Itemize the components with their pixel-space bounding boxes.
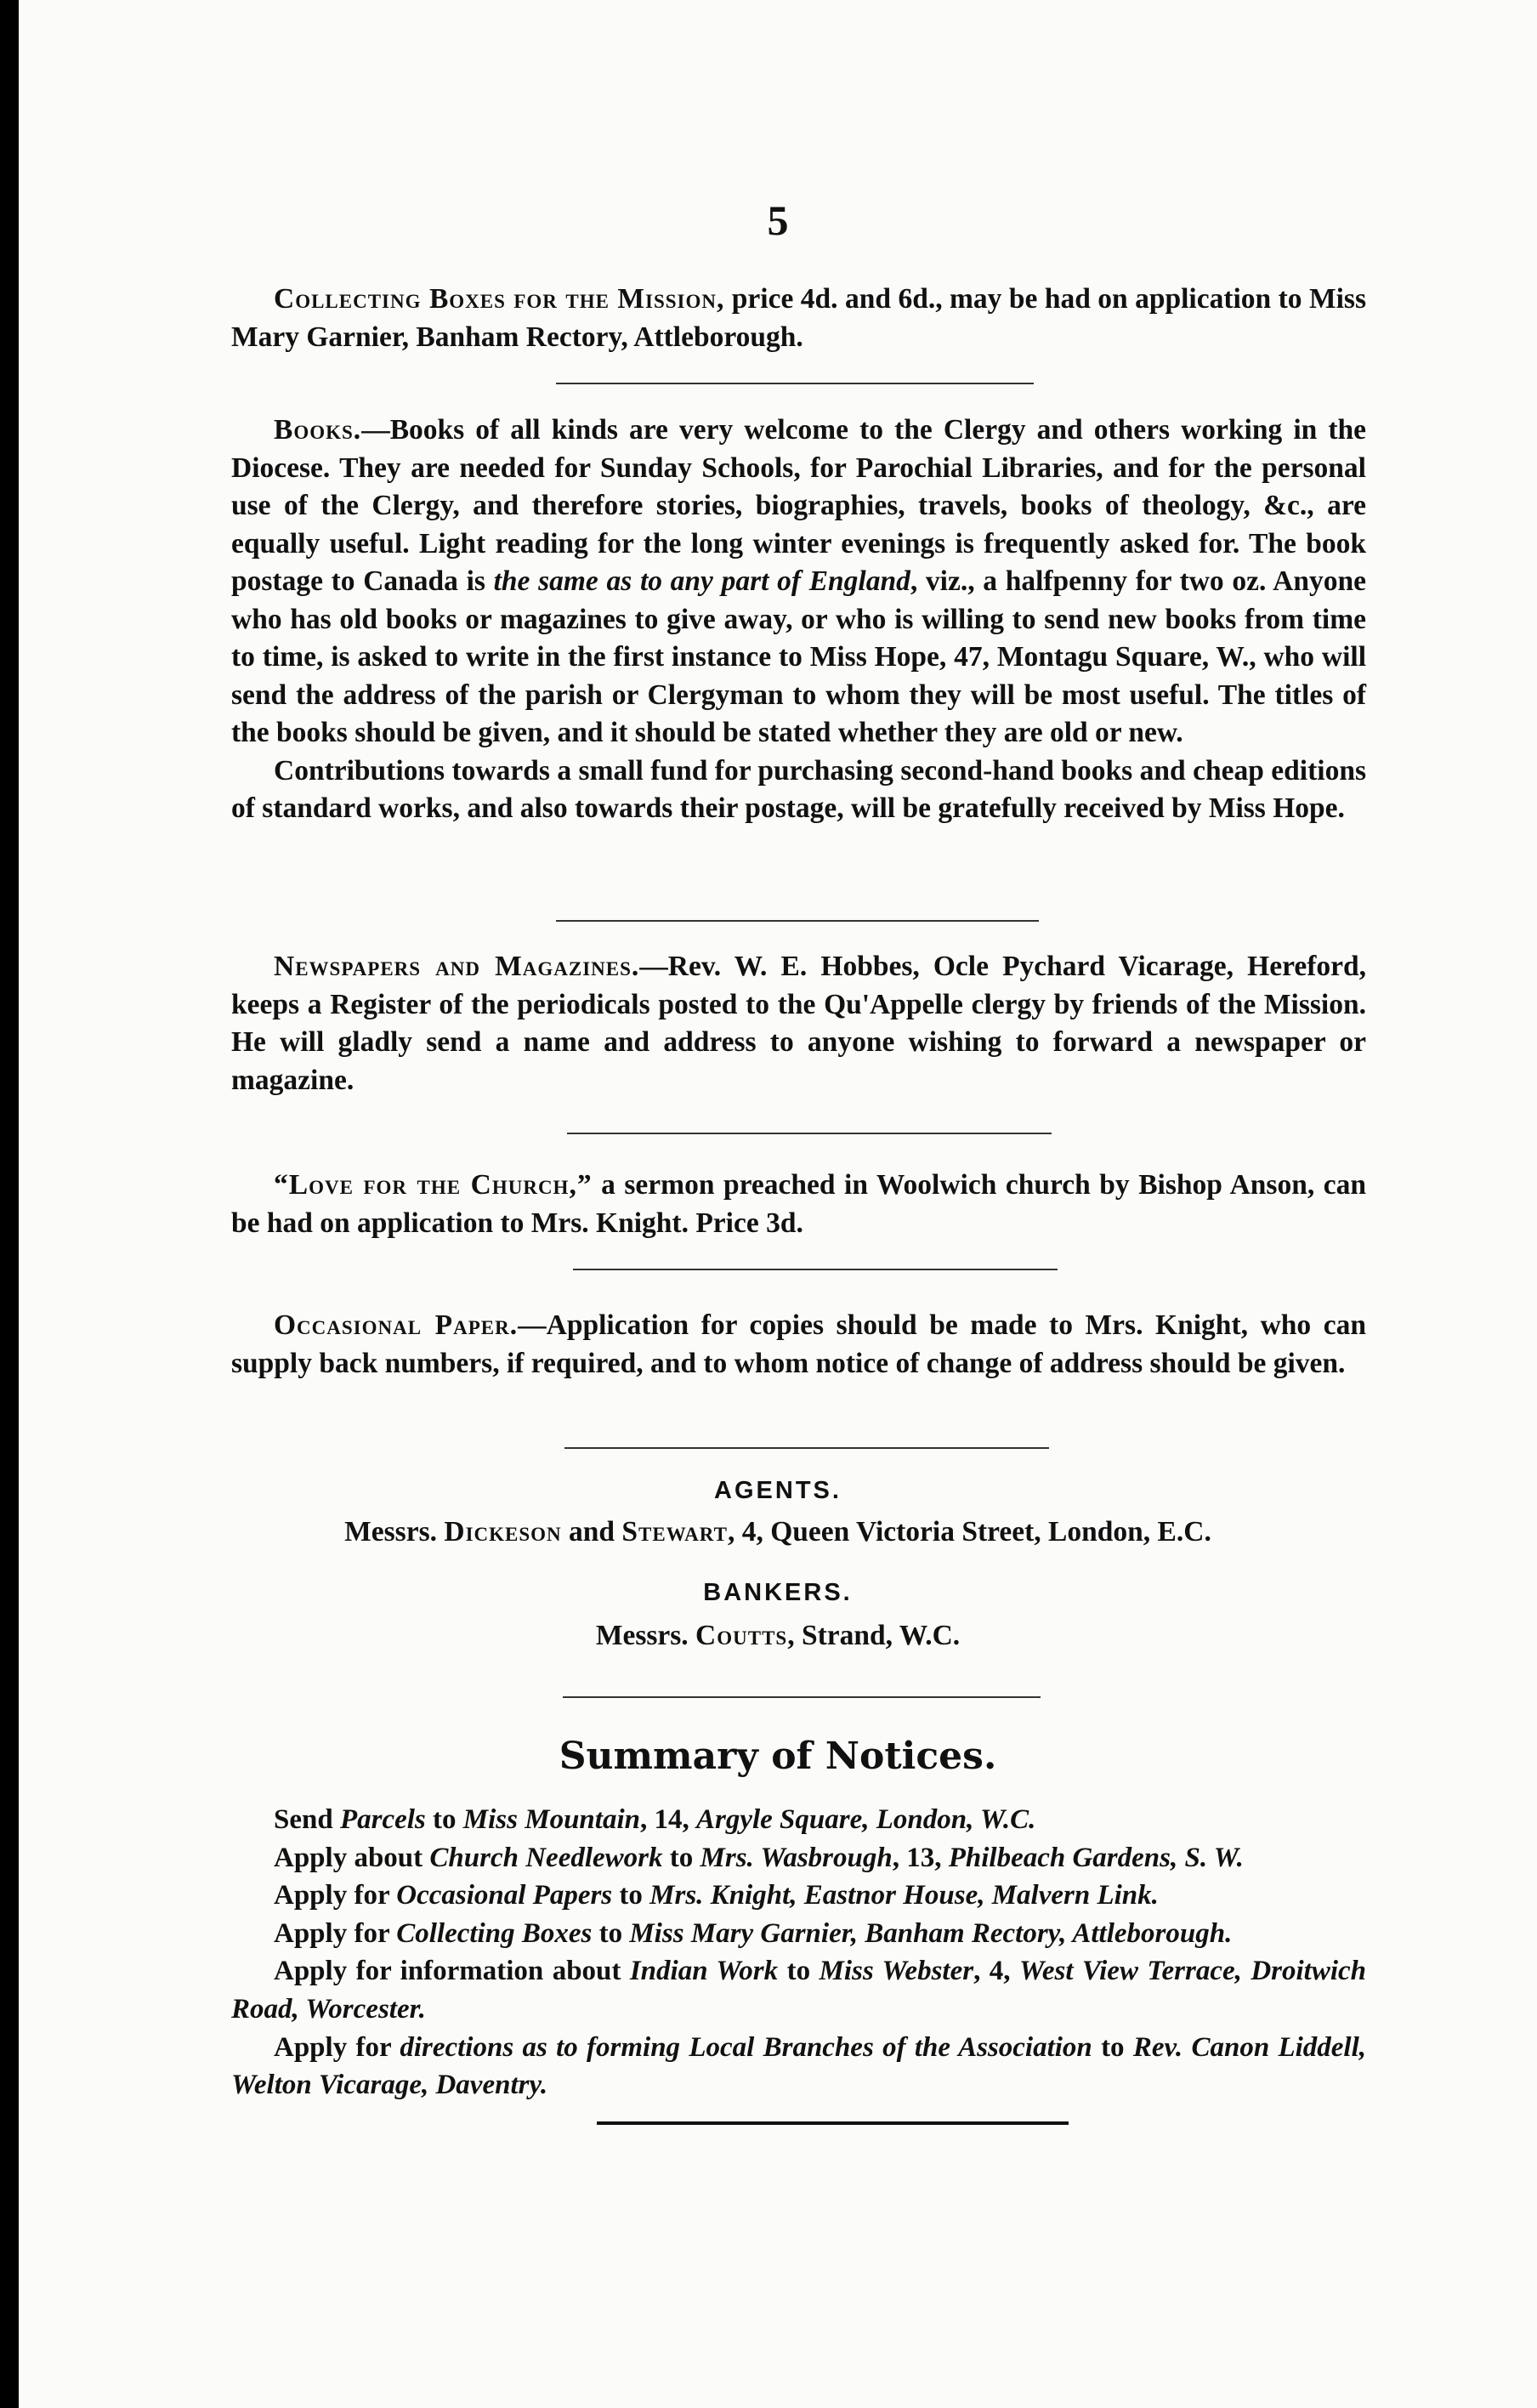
page [19, 0, 1537, 2408]
agents-name-2: Stewart [621, 1516, 728, 1548]
s3a: Apply for [274, 1880, 397, 1911]
summary-line-boxes [231, 1915, 1366, 1953]
divider [556, 920, 1039, 922]
s5b: Indian Work [629, 1956, 779, 1987]
s1c: to [425, 1804, 463, 1835]
collecting-boxes-heading: Collecting Boxes for the Mission, [274, 283, 725, 315]
newspapers-heading: Newspapers and Magazines. [274, 951, 640, 982]
s6a: Apply for [274, 2031, 400, 2063]
agents-line [19, 1516, 1537, 1548]
s2b: Church Needlework [429, 1842, 663, 1873]
bankers-heading: BANKERS. [703, 1579, 853, 1606]
bankers-name: Coutts [695, 1620, 788, 1651]
summary-line-branches [231, 2029, 1366, 2104]
end-rule [597, 2121, 1069, 2125]
s2a: Apply about [274, 1842, 430, 1873]
summary-line-parcels [231, 1801, 1366, 1839]
bankers-line [19, 1620, 1537, 1652]
s1d: Miss Mountain [462, 1804, 640, 1835]
divider [563, 1696, 1041, 1698]
s2d: Mrs. Wasbrough [700, 1842, 893, 1873]
bankers-prefix: Messrs. [595, 1620, 696, 1651]
occasional-heading: Occasional Paper. [274, 1309, 519, 1341]
books-contributions: Contributions towards a small fund for purchasing second-hand books and cheap editions of standard works, and also towards their postage, will be gratefully received by Miss Hope. [231, 754, 1366, 824]
sermon-text: a sermon preached in Woolwich church by Bishop Anson, can be had on application to Mrs. Knight. Price 3d. [231, 1169, 1366, 1239]
s3d: Mrs. Knight, Eastnor House, Malvern Link. [649, 1880, 1159, 1911]
agents-mid: and [561, 1516, 622, 1548]
s1b: Parcels [339, 1804, 426, 1835]
occasional-paper-notice [231, 1307, 1366, 1383]
books-notice [231, 412, 1366, 828]
agents-prefix: Messrs. [344, 1516, 445, 1548]
sermon-heading: “Love for the Church,” [274, 1169, 593, 1201]
s5c: to [778, 1956, 820, 1987]
s4c: to [592, 1917, 630, 1949]
books-text-a: —Books of all kinds are very welcome to the Clergy and others working in the Diocese. They are needed for Sunday Schools, for Parochial Libraries, and for the personal use of the Clergy, and therefore stories, biographies, travels, books of theology, &c., are equally useful. Light reading for the long winter evenings is frequently asked for. The book postage to Canada is [231, 414, 1366, 597]
s6b: directions as to forming Local Branches of the Association [400, 2031, 1092, 2063]
summary-line-needlework [231, 1839, 1366, 1877]
collecting-boxes-notice [231, 281, 1366, 356]
s4b: Collecting Boxes [396, 1917, 593, 1949]
s2c: to [662, 1842, 700, 1873]
summary-line-occasional [231, 1877, 1366, 1915]
collecting-boxes-text: price 4d. and 6d., may be had on application to Miss Mary Garnier, Banham Rectory, Attleborough. [231, 283, 1366, 353]
s5e: , 4, [973, 1956, 1019, 1987]
s5d: Miss Webster [819, 1956, 974, 1987]
bankers-suffix: , Strand, W.C. [787, 1620, 961, 1651]
s1a: Send [274, 1804, 340, 1835]
divider [556, 383, 1034, 384]
s2f: Philbeach Gardens, S. W. [948, 1842, 1244, 1873]
books-heading: Books. [274, 414, 362, 446]
s4d: Miss Mary Garnier, Banham Rectory, Attleborough. [629, 1917, 1233, 1949]
s6d: Rev. Canon Liddell, Welton Vicarage, Daventry. [231, 2031, 1367, 2101]
page-number: 5 [767, 196, 789, 244]
sermon-notice [231, 1167, 1366, 1242]
s1f: Argyle Square, London, W.C. [695, 1804, 1036, 1835]
books-text-b: , viz., a halfpenny for two oz. Anyone who has old books or magazines to give away, or who is willing to send new books from time to time, is asked to write in the first instance to Miss Hope, 47, Montagu Square, W., who will send the address of the parish or Clergyman to whom they will be most useful. The titles of the books should be given, and it should be stated whether they are old or new. [231, 565, 1366, 748]
s5f: West View Terrace, Droitwich Road, Worcester. [231, 1956, 1367, 2025]
summary-line-indian [231, 1952, 1366, 2028]
s1e: , 14, [639, 1804, 696, 1835]
divider [567, 1133, 1052, 1134]
summary-list [231, 1801, 1366, 2104]
s6c: to [1092, 2031, 1133, 2063]
agents-name-1: Dickeson [444, 1516, 562, 1548]
occasional-text: —Application for copies should be made to Mrs. Knight, who can supply back numbers, if required, and to whom notice of change of address should be given. [231, 1309, 1366, 1379]
summary-title: Summary of Notices. [559, 1735, 997, 1778]
divider [564, 1447, 1049, 1449]
divider [573, 1269, 1058, 1270]
s4a: Apply for [274, 1917, 397, 1949]
newspapers-text: —Rev. W. E. Hobbes, Ocle Pychard Vicarage, Hereford, keeps a Register of the periodicals posted to the Qu'Appelle clergy by friends of the Mission. He will gladly send a name and address to anyone wishing to forward a newspaper or magazine. [231, 951, 1366, 1096]
s3c: to [612, 1880, 650, 1911]
books-italic: the same as to any part of England [493, 565, 910, 597]
agents-suffix: , 4, Queen Victoria Street, London, E.C. [727, 1516, 1211, 1548]
agents-heading: AGENTS. [714, 1477, 842, 1504]
s3b: Occasional Papers [396, 1880, 613, 1911]
s5a: Apply for information about [274, 1956, 630, 1987]
newspapers-notice [231, 948, 1366, 1099]
s2e: , 13, [892, 1842, 949, 1873]
